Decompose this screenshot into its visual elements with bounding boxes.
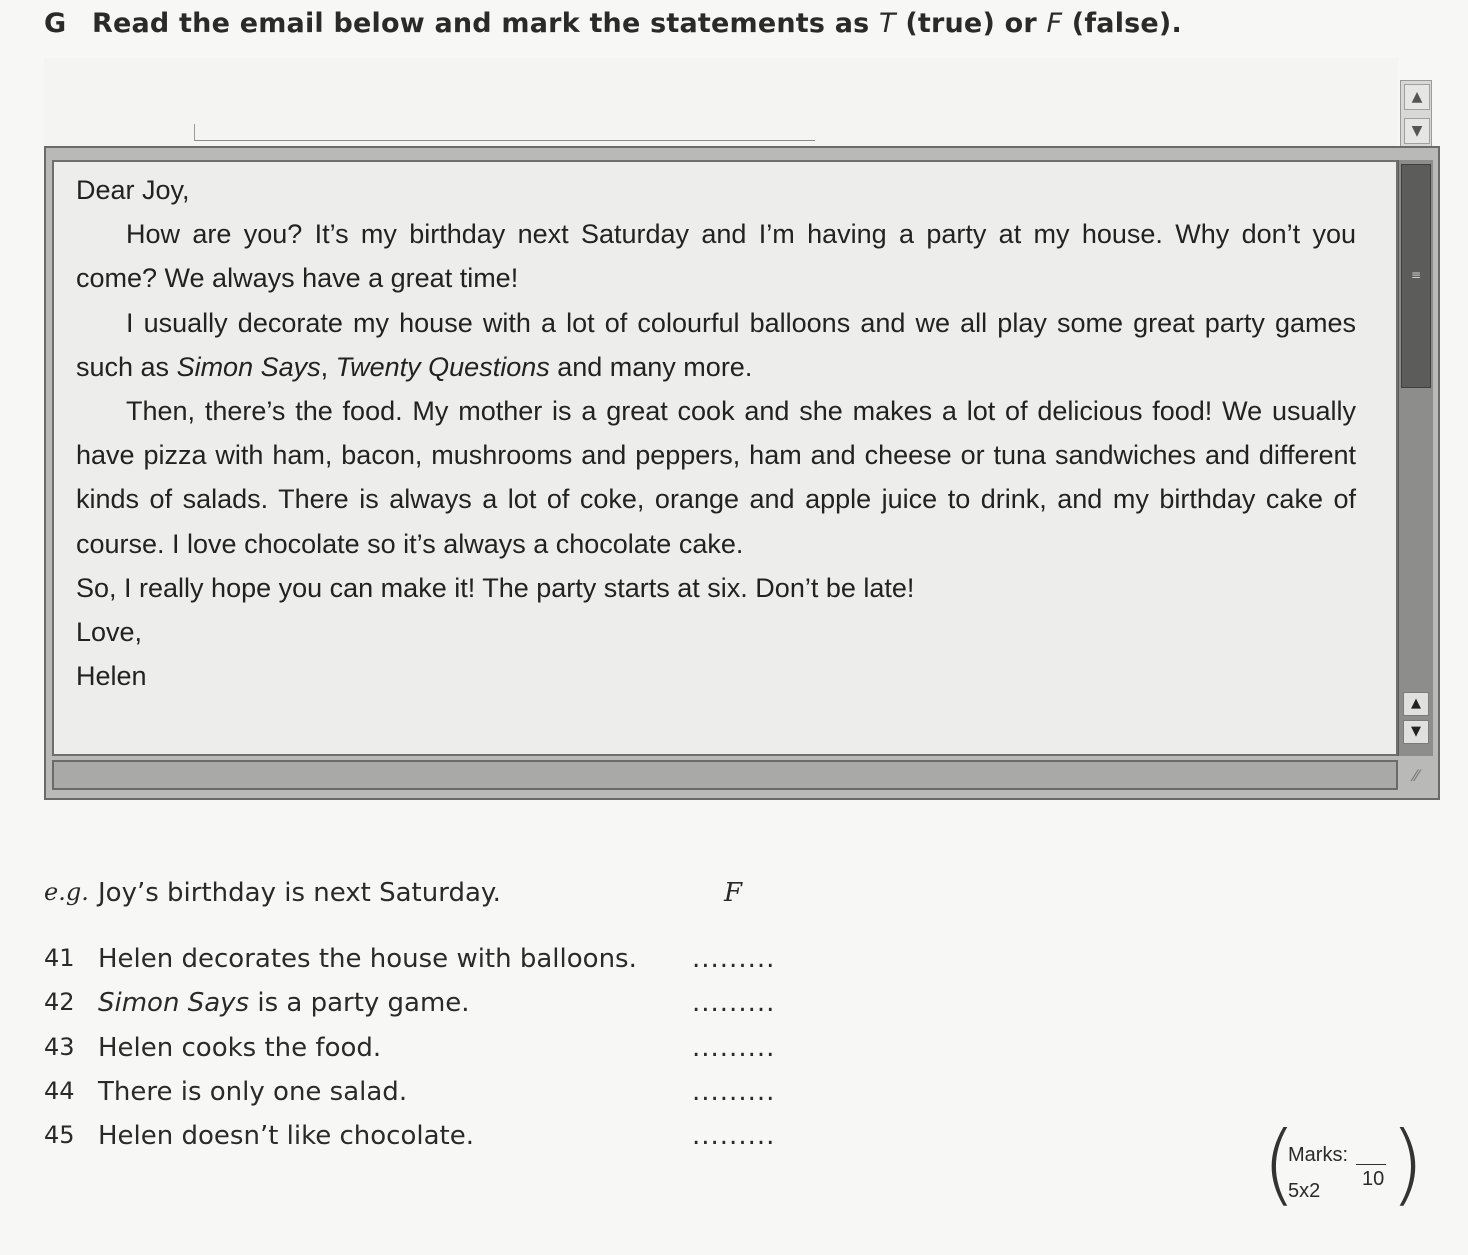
scroll-down-icon[interactable]: ▼ [1404, 118, 1430, 144]
statement-row-44 [44, 1077, 844, 1117]
scroll-down-arrow-icon[interactable]: ▼ [1403, 720, 1429, 744]
horizontal-scrollbar[interactable] [52, 760, 1398, 790]
true-letter: T [879, 8, 896, 39]
false-letter: F [1046, 8, 1063, 39]
email-paragraph-3: Then, there’s the food. My mother is a great cook and she makes a lot of delicious food! We usually have pizza with ham, bacon, mushrooms and peppers, ham and cheese or tuna sandwiches and different kinds of salads. There is always a lot of coke, orange and apple juice to drink, and my birthday cake of course. I love chocolate so it’s always a chocolate cake. [76, 396, 1356, 559]
statement-italic: Simon Says [98, 988, 250, 1018]
answer-blank[interactable]: ......... [692, 1077, 776, 1107]
marks-calc: 5x2 [1288, 1180, 1321, 1202]
right-paren: ) [1390, 1112, 1425, 1215]
marks-line [1356, 1164, 1386, 1165]
statement-row-41 [44, 944, 844, 984]
vertical-scrollbar[interactable] [1398, 160, 1433, 756]
header-scrollbar[interactable] [1400, 80, 1432, 150]
email-paragraph-4: So, I really hope you can make it! The party starts at six. Don’t be late! [76, 572, 915, 603]
email-window [44, 58, 1438, 798]
statement-number: 45 [44, 1121, 75, 1149]
statement-number: 41 [44, 944, 75, 972]
task-instruction [44, 8, 1182, 39]
statement-number: 44 [44, 1077, 75, 1105]
address-field[interactable] [194, 124, 815, 141]
p2-sep: , [320, 351, 336, 382]
email-text [76, 168, 1356, 698]
statement-text: Helen decorates the house with balloons. [98, 944, 637, 974]
email-greeting: Dear Joy, [76, 175, 190, 205]
statement-text [98, 988, 470, 1018]
instruction-text: Read the email below and mark the statements as [92, 8, 880, 39]
left-paren: ( [1262, 1112, 1297, 1215]
answer-blank[interactable]: ......... [692, 1033, 776, 1063]
statement-text: Helen doesn’t like chocolate. [98, 1121, 474, 1151]
resize-grip-icon[interactable]: ⁄⁄ [1413, 766, 1419, 785]
statement-row-45 [44, 1121, 844, 1161]
scrollbar-thumb[interactable] [1401, 164, 1431, 388]
email-signature: Helen [76, 661, 147, 692]
task-letter: G [44, 8, 67, 39]
p2-text: I usually decorate my house with a lot of colourful balloons and we all play some great party games such as [76, 307, 1356, 382]
example-text: Joy’s birthday is next Saturday. [98, 878, 501, 908]
scroll-up-arrow-icon[interactable]: ▲ [1403, 692, 1429, 716]
email-frame [44, 146, 1440, 800]
example-answer: F [724, 878, 744, 908]
statement-rest: is a party game. [249, 988, 470, 1018]
statement-text: There is only one salad. [98, 1077, 408, 1107]
marks-total: 10 [1362, 1168, 1385, 1190]
game-twenty-questions: Twenty Questions [335, 351, 550, 382]
example-row [44, 878, 844, 918]
answer-blank[interactable]: ......... [692, 988, 776, 1018]
false-word: (false). [1062, 8, 1182, 39]
answer-blank[interactable]: ......... [692, 1121, 776, 1151]
example-label: e.g. [44, 878, 89, 906]
email-body [52, 160, 1398, 756]
game-simon-says: Simon Says [176, 351, 321, 382]
statement-row-43 [44, 1033, 844, 1073]
email-header-area [44, 58, 1398, 146]
statement-row-42 [44, 988, 844, 1028]
email-closing: Love, [76, 617, 143, 648]
statement-number: 42 [44, 988, 75, 1016]
statement-number: 43 [44, 1033, 75, 1061]
email-paragraph-2 [76, 301, 1356, 389]
scroll-up-icon[interactable]: ▲ [1404, 84, 1430, 110]
answer-blank[interactable]: ......... [692, 944, 776, 974]
p2-after: and many more. [549, 351, 753, 382]
marks-box [1262, 1112, 1425, 1215]
statement-text: Helen cooks the food. [98, 1033, 382, 1063]
email-paragraph-1: How are you? It’s my birthday next Saturday and I’m having a party at my house. Why don’t you come? We always have a great time! [76, 219, 1356, 294]
marks-label: Marks: [1288, 1144, 1348, 1166]
grip-icon: ≡ [1410, 268, 1422, 282]
true-word: (true) or [895, 8, 1047, 39]
